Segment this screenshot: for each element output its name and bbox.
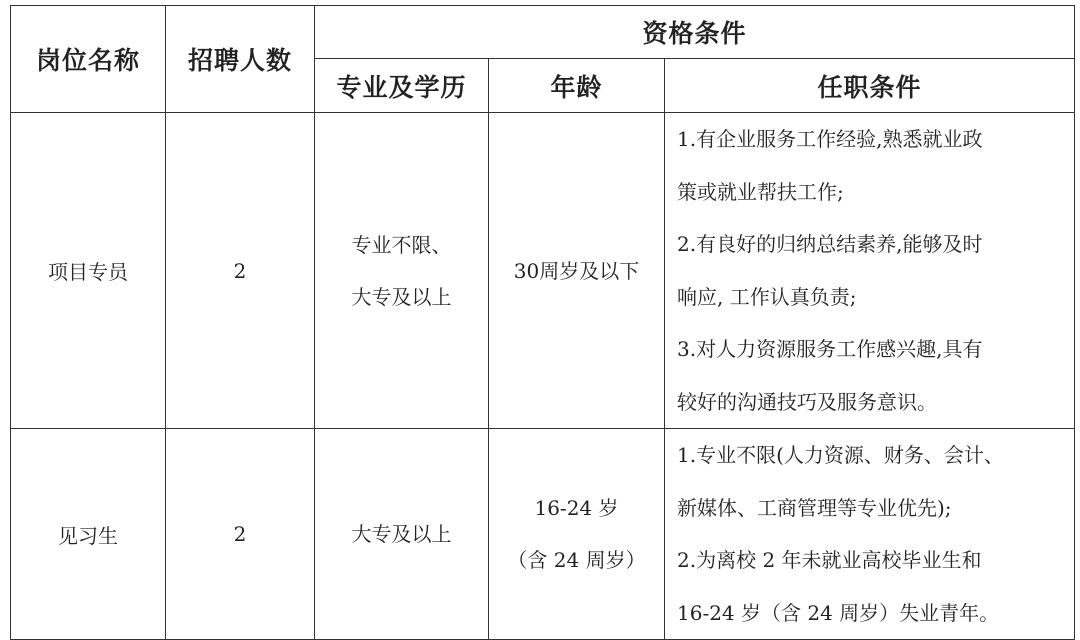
header-count: 招聘人数 xyxy=(166,6,315,113)
cell-count: 2 xyxy=(166,429,315,640)
text-line: 响应, 工作认真负责; xyxy=(677,284,857,309)
text-line: 30周岁及以下 xyxy=(513,258,640,283)
text-line: 16-24 岁（含 24 周岁）失业青年。 xyxy=(677,600,1000,625)
cell-position: 见习生 xyxy=(11,429,166,640)
cell-count: 2 xyxy=(166,113,315,429)
text-line: 大专及以上 xyxy=(351,284,452,309)
header-major-edu: 专业及学历 xyxy=(315,59,489,113)
cell-requirements xyxy=(665,429,1075,640)
header-requirements: 任职条件 xyxy=(665,59,1075,113)
text-line: 16-24 岁 xyxy=(534,496,619,520)
header-qualifications: 资格条件 xyxy=(315,6,1075,59)
cell-age xyxy=(489,429,665,640)
text-line: 较好的沟通技巧及服务意识。 xyxy=(677,389,937,414)
cell-major-edu xyxy=(315,429,489,640)
text-line: 专业不限、 xyxy=(351,232,452,257)
header-age: 年龄 xyxy=(489,59,665,113)
header-row-1 xyxy=(11,6,1075,59)
text-line: 1.有企业服务工作经验,熟悉就业政 xyxy=(677,127,983,151)
text-line: 新媒体、工商管理等专业优先); xyxy=(677,495,952,520)
text-line: 2.为离校 2 年未就业高校毕业生和 xyxy=(677,548,982,572)
text-line: 1.专业不限(人力资源、财务、会计、 xyxy=(677,443,1004,467)
cell-age xyxy=(489,113,665,429)
text-line: 大专及以上 xyxy=(351,522,452,546)
text-line: 2.有良好的归纳总结素养,能够及时 xyxy=(677,232,983,256)
text-line: 3.对人力资源服务工作感兴趣,具有 xyxy=(677,337,983,361)
recruitment-table xyxy=(10,5,1075,640)
text-line: （含 24 周岁） xyxy=(507,548,646,572)
cell-position: 项目专员 xyxy=(11,113,166,429)
table-row xyxy=(11,113,1075,429)
cell-requirements xyxy=(665,113,1075,429)
table-row xyxy=(11,429,1075,640)
header-position: 岗位名称 xyxy=(11,6,166,113)
cell-major-edu xyxy=(315,113,489,429)
text-line: 策或就业帮扶工作; xyxy=(677,179,844,204)
